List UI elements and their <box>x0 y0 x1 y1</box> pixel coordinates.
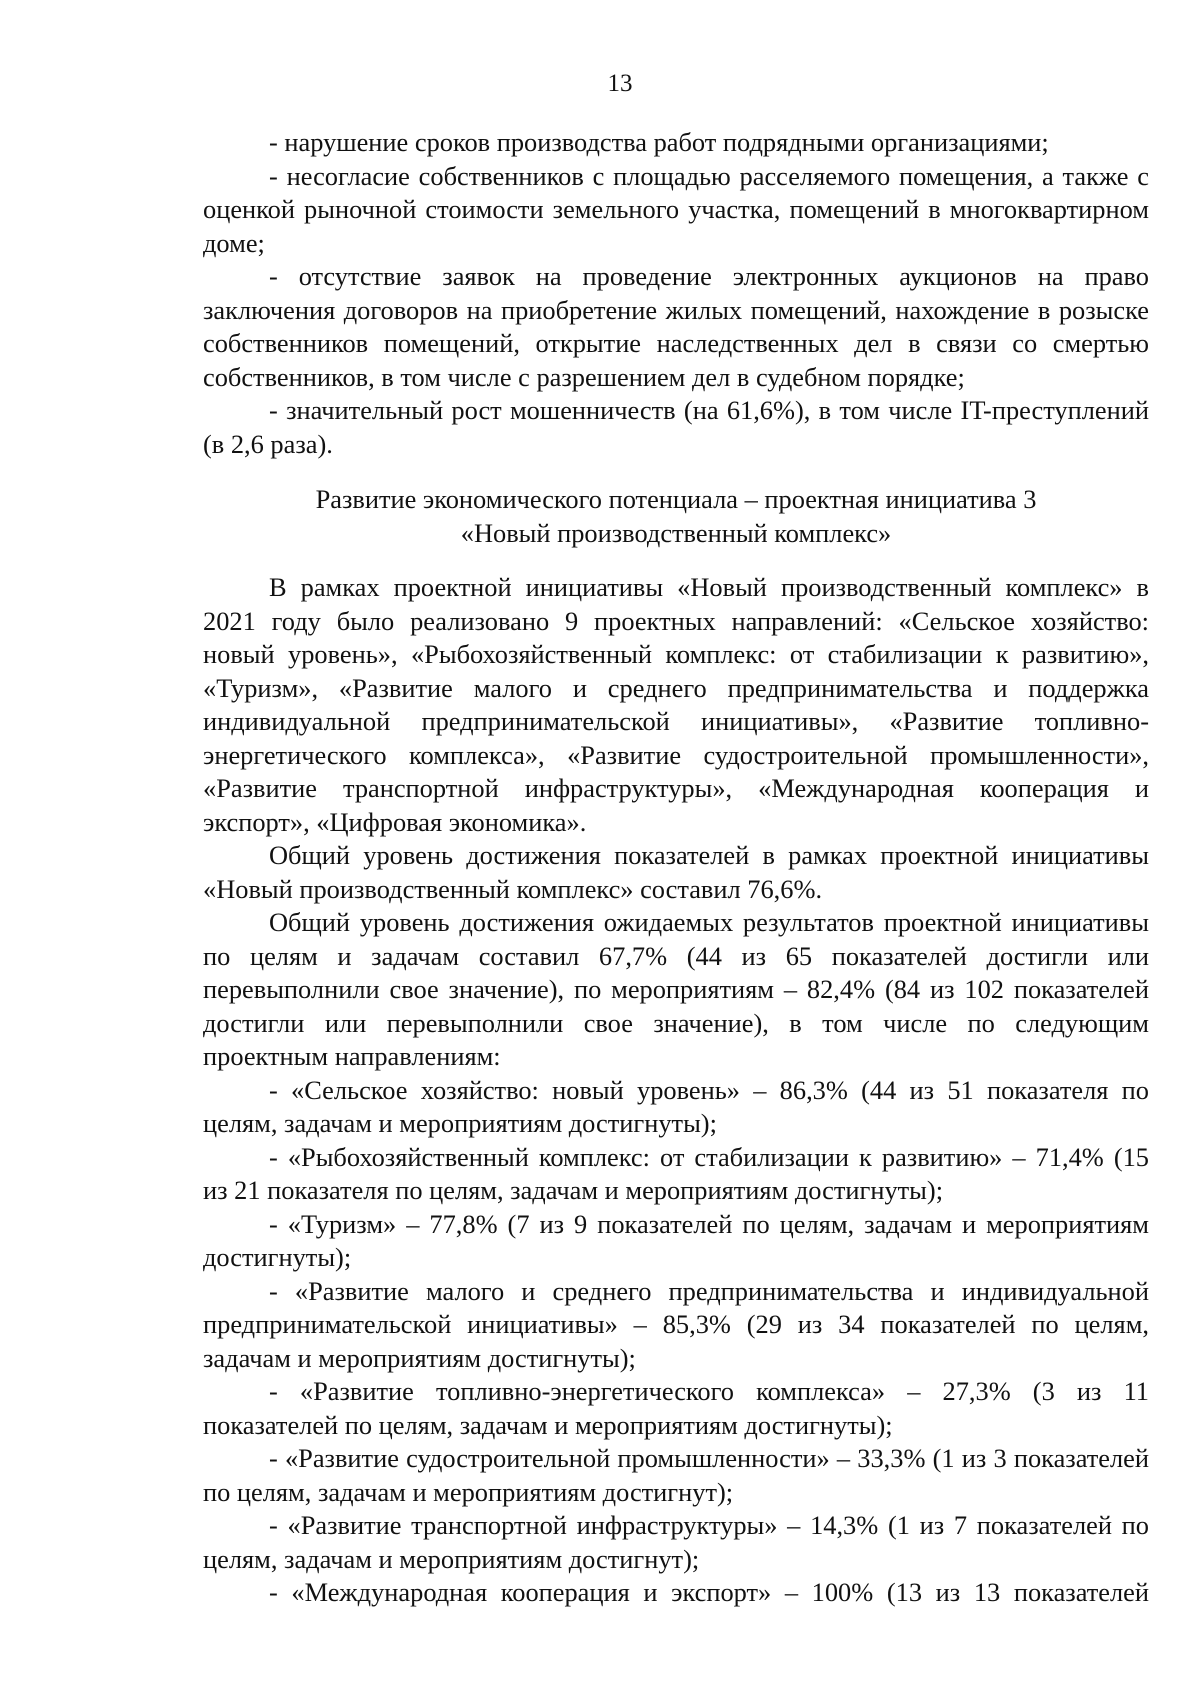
document-body <box>203 126 1149 1610</box>
paragraph: Общий уровень достижения ожидаемых результатов проектной инициативы по целям и задачам составил 67,7% (44 из 65 показателей достигли или перевыполнили свое значение), по мероприятиям – 82,4% (84 из 102 показателей достигли или перевыполнили свое значение), в том числе по следующим проектным направлениям: <box>203 907 1149 1071</box>
list-item: - «Развитие малого и среднего предпринимательства и индивидуальной предпринимательской инициативы» – 85,3% (29 из 34 показателей по целям, задачам и мероприятиям достигнуты); <box>203 1275 1149 1373</box>
list-item: - «Рыбохозяйственный комплекс: от стабилизации к развитию» – 71,4% (15 из 21 показателя по целям, задачам и мероприятиям достигнуты); <box>203 1141 1149 1205</box>
list-item: - «Сельское хозяйство: новый уровень» – 86,3% (44 из 51 показателя по целям, задачам и мероприятиям достигнуты); <box>203 1074 1149 1138</box>
paragraph: В рамках проектной инициативы «Новый производственный комплекс» в 2021 году было реализовано 9 проектных направлений: «Сельское хозяйство: новый уровень», «Рыбохозяйственный комплекс: от стабилизации к развитию», «Туризм», «Развитие малого и среднего предпринимательства и поддержка индивидуальной предпринимательской инициативы», «Развитие топливно-энергетического комплекса», «Развитие судостроительной промышленности», «Развитие транспортной инфраструктуры», «Международная кооперация и экспорт», «Цифровая экономика». <box>203 572 1149 837</box>
paragraph: Общий уровень достижения показателей в рамках проектной инициативы «Новый производственный комплекс» составил 76,6%. <box>203 840 1149 904</box>
list-item: - «Развитие топливно-энергетического комплекса» – 27,3% (3 из 11 показателей по целям, задачам и мероприятиям достигнуты); <box>203 1376 1149 1440</box>
list-item: - «Международная кооперация и экспорт» – 100% (13 из 13 показателей <box>269 1577 1149 1607</box>
section-heading <box>203 483 1149 550</box>
paragraph: - отсутствие заявок на проведение электронных аукционов на право заключения договоров на приобретение жилых помещений, нахождение в розыске собственников помещений, открытие наследственных дел в связи со смертью собственников, в том числе с разрешением дел в судебном порядке; <box>203 261 1149 392</box>
list-item: - «Туризм» – 77,8% (7 из 9 показателей по целям, задачам и мероприятиям достигнуты); <box>203 1208 1149 1272</box>
list-item: - «Развитие транспортной инфраструктуры» – 14,3% (1 из 7 показателей по целям, задачам и мероприятиям достигнут); <box>203 1510 1149 1574</box>
section-heading-line-1: Развитие экономического потенциала – проектная инициатива 3 <box>315 484 1037 514</box>
page-number: 13 <box>607 70 633 97</box>
list-item: - «Развитие судостроительной промышленности» – 33,3% (1 из 3 показателей по целям, задачам и мероприятиям достигнут); <box>203 1443 1149 1507</box>
section-heading-line-2: «Новый производственный комплекс» <box>460 517 892 548</box>
paragraph: - значительный рост мошенничеств (на 61,6%), в том числе IT-преступлений (в 2,6 раза). <box>203 395 1149 459</box>
paragraph: - несогласие собственников с площадью расселяемого помещения, а также с оценкой рыночной стоимости земельного участка, помещений в многоквартирном доме; <box>203 160 1149 258</box>
paragraph: - нарушение сроков производства работ подрядными организациями; <box>269 127 1049 157</box>
